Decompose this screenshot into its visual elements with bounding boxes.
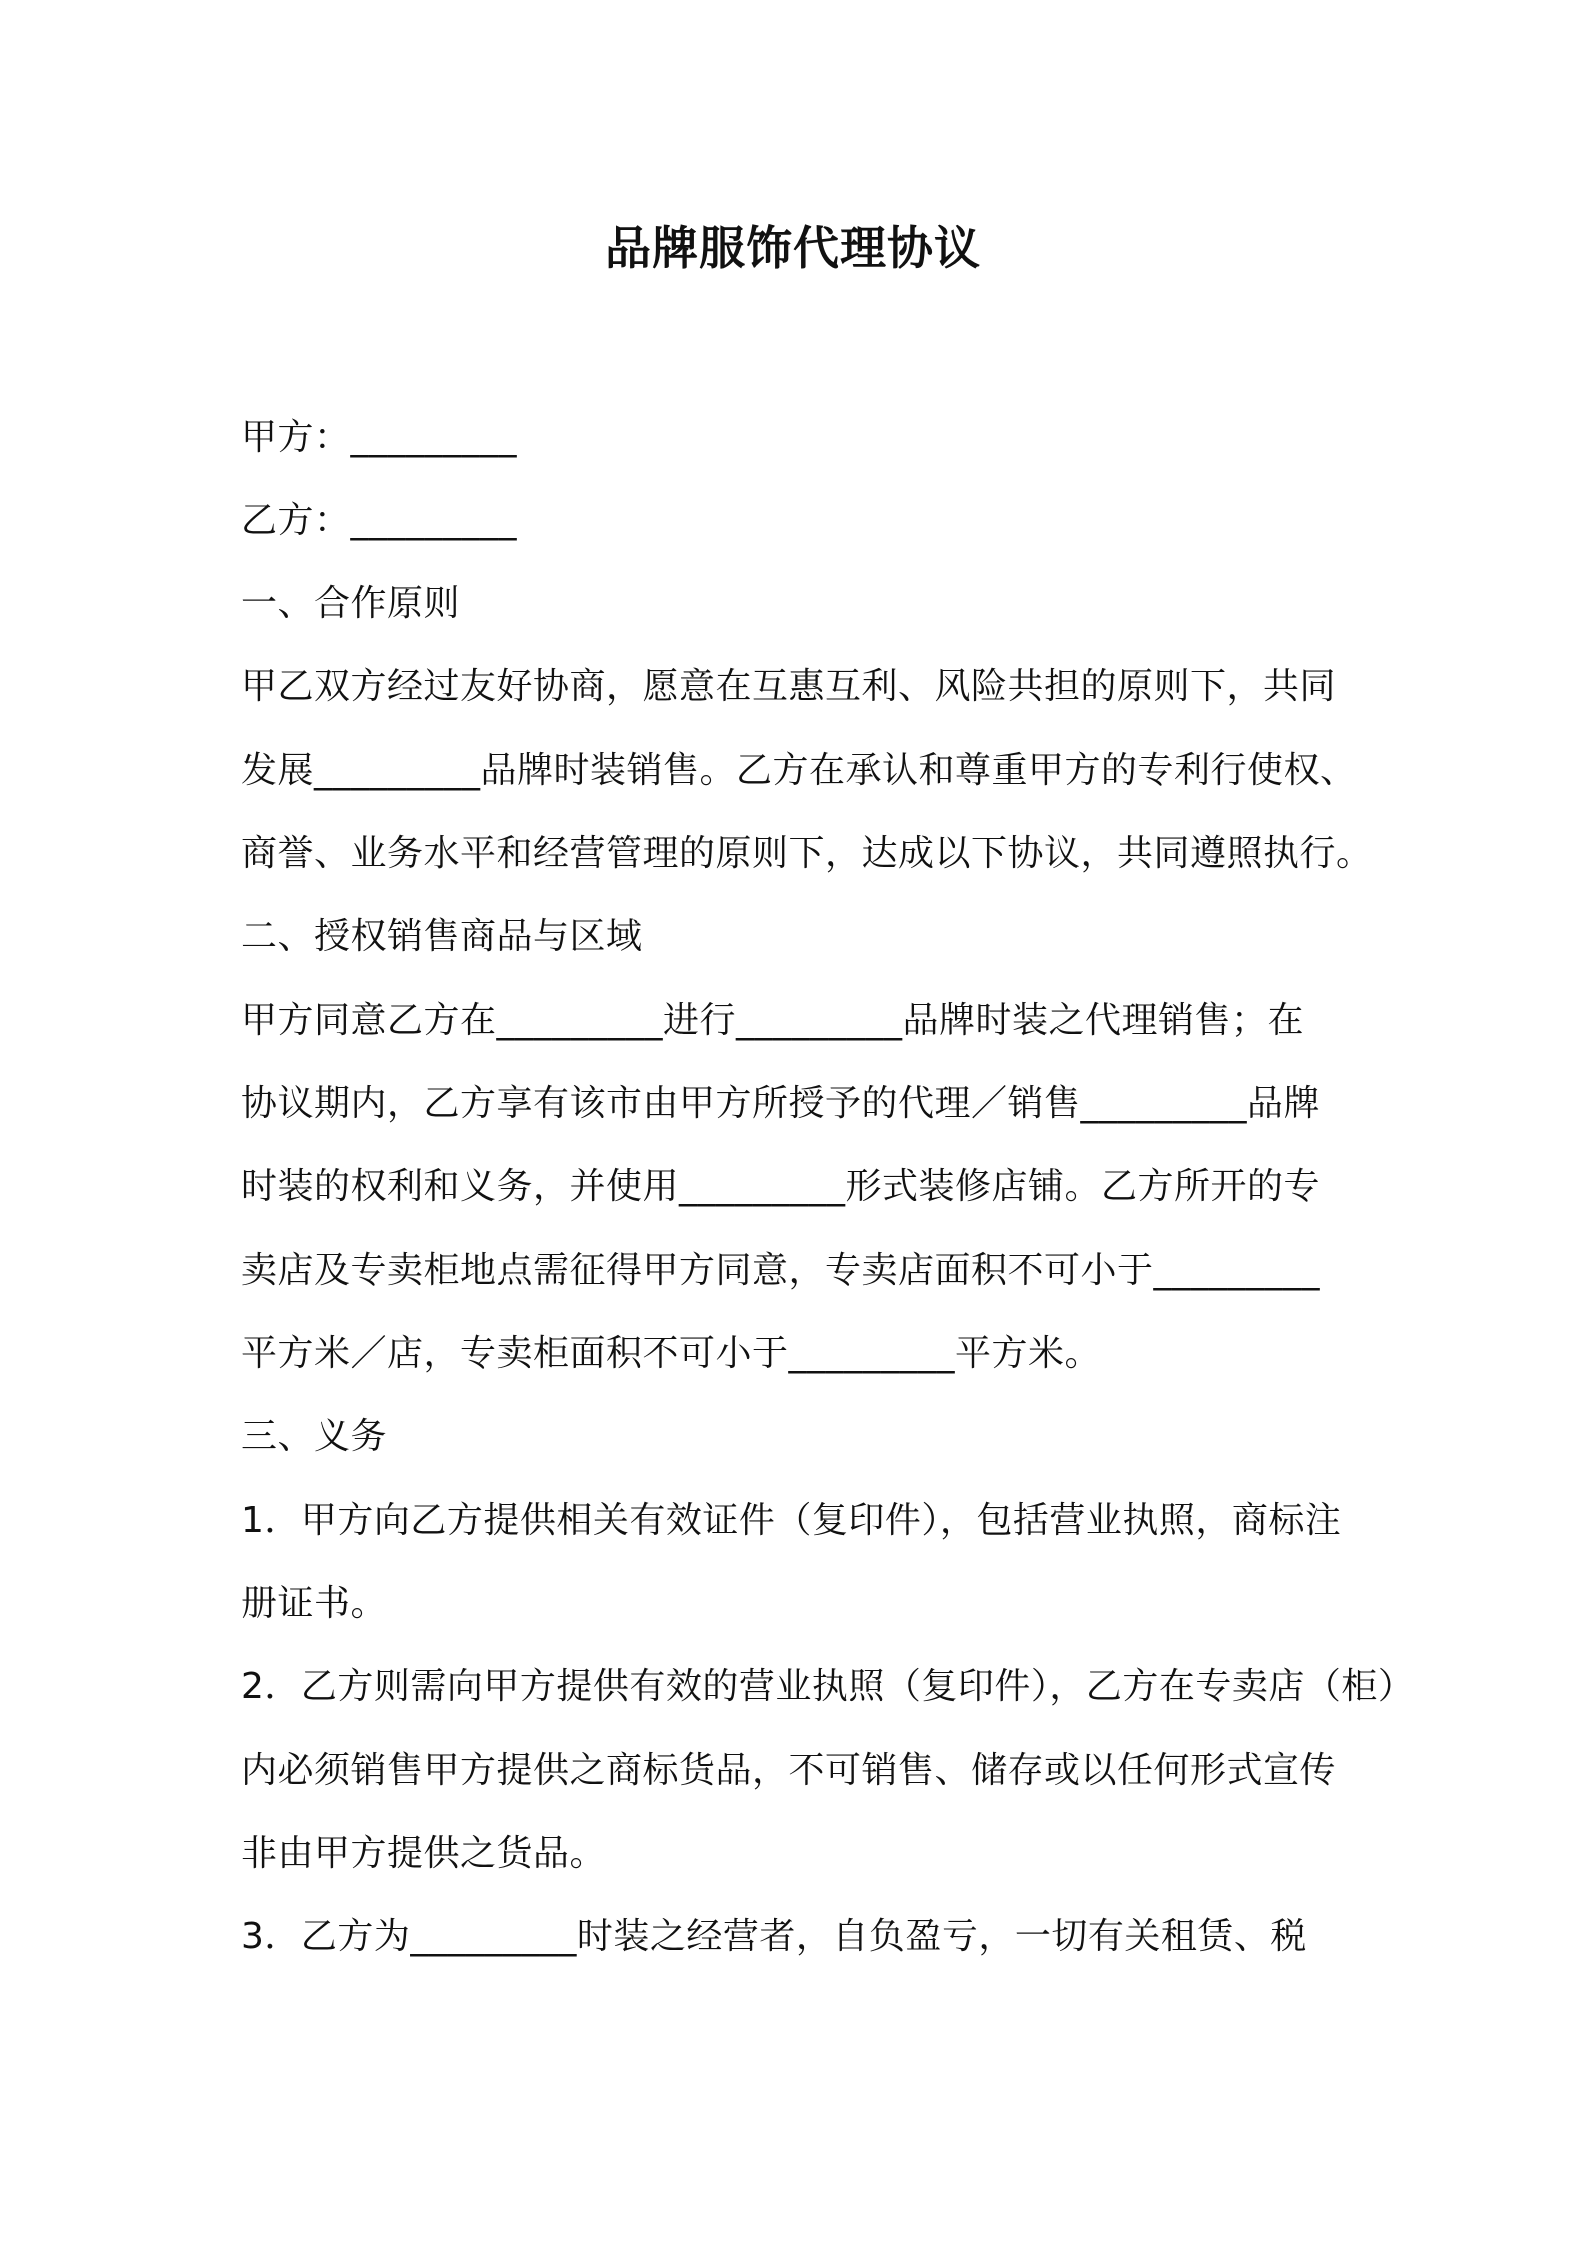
document-title: 品牌服饰代理协议 xyxy=(605,221,981,275)
paragraph-line: 平方米／店，专卖柜面积不可小于_________平方米。 xyxy=(241,1333,1102,1374)
paragraph-line: 发展_________品牌时装销售。乙方在承认和尊重甲方的专利行使权、 xyxy=(241,750,1357,791)
section-heading-3: 三、义务 xyxy=(241,1416,388,1457)
paragraph-line: 2．乙方则需向甲方提供有效的营业执照（复印件），乙方在专卖店（柜） xyxy=(241,1666,1415,1707)
paragraph-line: 商誉、业务水平和经营管理的原则下，达成以下协议，共同遵照执行。 xyxy=(241,833,1373,874)
party-b-line: 乙方：_________ xyxy=(241,500,518,541)
section-heading-2: 二、授权销售商品与区域 xyxy=(241,916,643,957)
paragraph-line: 非由甲方提供之货品。 xyxy=(241,1833,607,1874)
section-heading-1: 一、合作原则 xyxy=(241,583,461,624)
paragraph-line: 册证书。 xyxy=(241,1583,388,1624)
paragraph-line: 甲乙双方经过友好协商，愿意在互惠互利、风险共担的原则下，共同 xyxy=(241,666,1337,707)
paragraph-line: 1．甲方向乙方提供相关有效证件（复印件），包括营业执照，商标注 xyxy=(241,1500,1342,1541)
party-a-line: 甲方：_________ xyxy=(241,417,518,458)
paragraph-line: 内必须销售甲方提供之商标货品，不可销售、储存或以任何形式宣传 xyxy=(241,1750,1337,1791)
paragraph-line: 协议期内，乙方享有该市由甲方所授予的代理／销售_________品牌 xyxy=(241,1083,1321,1124)
paragraph-line: 卖店及专卖柜地点需征得甲方同意，专卖店面积不可小于_________ xyxy=(241,1250,1321,1291)
paragraph-line: 甲方同意乙方在_________进行_________品牌时装之代理销售；在 xyxy=(241,1000,1305,1041)
paragraph-line: 时装的权利和义务，并使用_________形式装修店铺。乙方所开的专 xyxy=(241,1166,1321,1207)
paragraph-line: 3．乙方为_________时装之经营者，自负盈亏，一切有关租赁、税 xyxy=(241,1916,1307,1957)
